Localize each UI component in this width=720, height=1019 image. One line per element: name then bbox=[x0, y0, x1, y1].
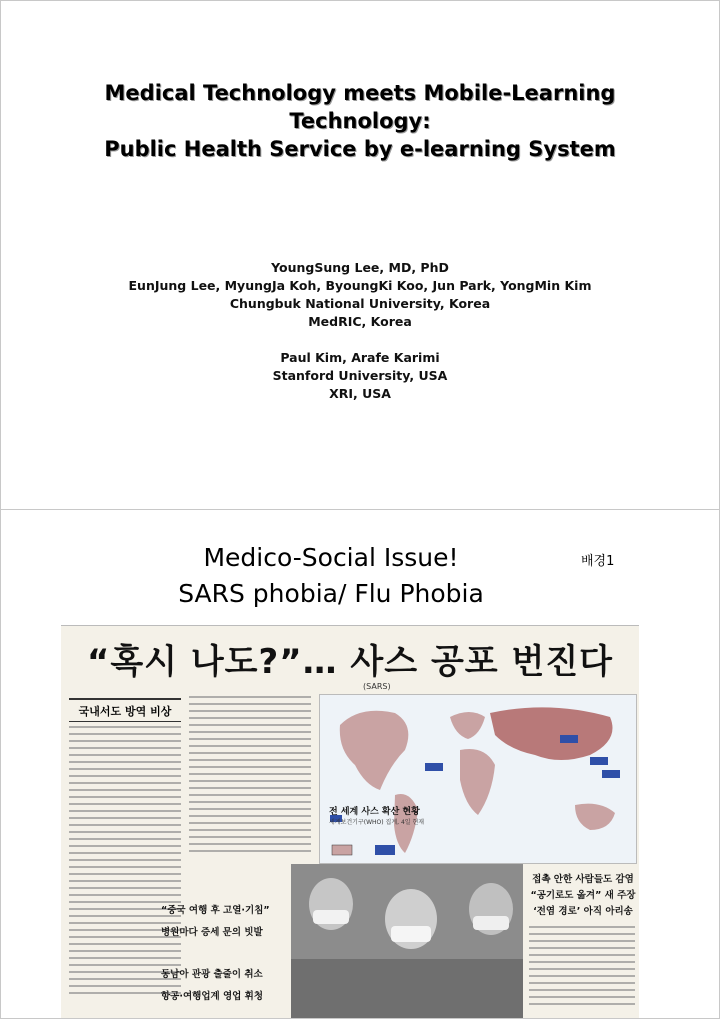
title-line-2: Technology: bbox=[289, 109, 431, 133]
column-title: 국내서도 방역 비상 bbox=[69, 698, 181, 722]
side-headline-line-2: “공기로도 옮겨” 새 주장 bbox=[530, 890, 636, 901]
world-map bbox=[319, 694, 637, 864]
people-with-masks-image bbox=[291, 864, 523, 1019]
title-line-2: SARS phobia/ Flu Phobia bbox=[178, 579, 484, 608]
photo-caption-2: 병원마다 증세 문의 빗발 bbox=[161, 927, 263, 938]
slide-2-title bbox=[141, 540, 521, 612]
author-line: Paul Kim, Arafe Karimi bbox=[280, 350, 440, 365]
title-line-3: Public Health Service by e-learning System bbox=[104, 137, 616, 161]
side-article-headline bbox=[529, 872, 637, 920]
background-tag: 배경1 bbox=[581, 554, 615, 569]
map-sublabel: 세계보건기구(WHO) 집계, 4일 현재 bbox=[329, 819, 425, 826]
photo-caption-4: 항공·여행업계 영업 휘청 bbox=[161, 991, 263, 1002]
affiliation-line: Stanford University, USA bbox=[272, 368, 448, 383]
affiliation-line: MedRIC, Korea bbox=[308, 314, 412, 329]
author-line: EunJung Lee, MyungJa Koh, ByoungKi Koo, Jun Park, YongMin Kim bbox=[128, 278, 592, 293]
newspaper-clipping bbox=[61, 625, 639, 1019]
affiliation-line: Chungbuk National University, Korea bbox=[229, 296, 491, 311]
side-article-text bbox=[529, 926, 635, 1010]
photo-caption-3: 동남아 관광 출줄이 취소 bbox=[161, 969, 263, 980]
title-line-1: Medical Technology meets Mobile-Learning bbox=[104, 81, 616, 105]
sars-caption: (SARS) bbox=[363, 682, 391, 691]
author-line: YoungSung Lee, MD, PhD bbox=[271, 260, 449, 275]
slide-2 bbox=[0, 509, 720, 1019]
world-map-graphic bbox=[320, 695, 636, 863]
authors-block bbox=[1, 259, 719, 403]
newspaper-headline: “혹시 나도?”… 사스 공포 번진다 bbox=[86, 642, 614, 682]
affiliation-line: XRI, USA bbox=[329, 386, 391, 401]
news-photo bbox=[291, 864, 523, 1019]
map-label: 전 세계 사스 확산 현황 bbox=[329, 807, 420, 817]
title-line-1: Medico-Social Issue! bbox=[203, 543, 459, 572]
side-headline-line-1: 접촉 안한 사람들도 감염 bbox=[532, 874, 634, 885]
photo-caption-1-text: “중국 여행 후 고열·기침” bbox=[161, 905, 270, 916]
side-headline-line-3: ‘전염 경로’ 아직 아리송 bbox=[533, 906, 633, 917]
article-text-column-1 bbox=[69, 726, 181, 999]
slide-1-title bbox=[1, 79, 719, 163]
article-text-column-2 bbox=[189, 696, 311, 857]
